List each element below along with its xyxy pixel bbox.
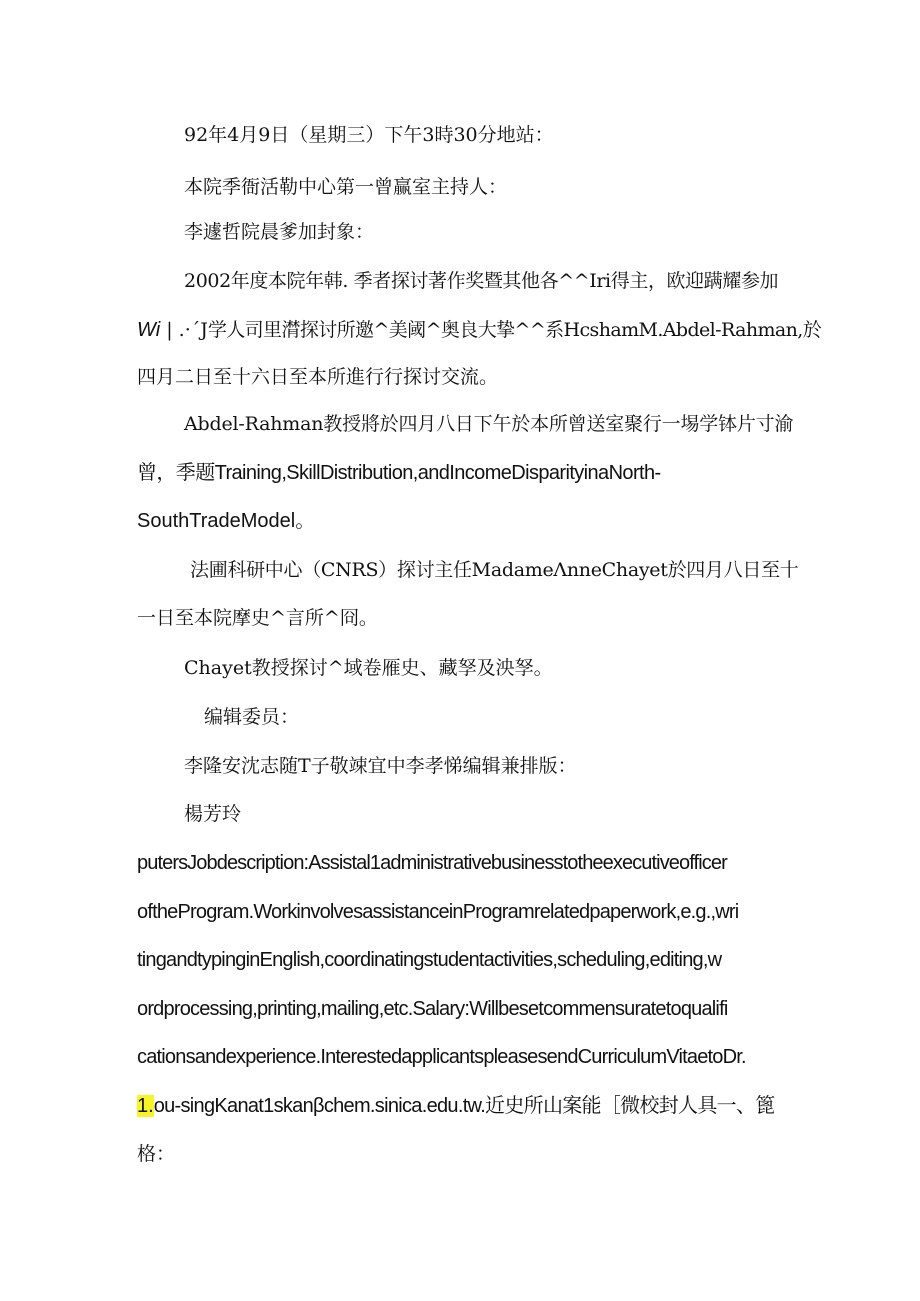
paragraph-job-5: cationsandexperience.InterestedapplicantspleasesendCurriculumVitaetoDr. <box>137 1046 746 1068</box>
paragraph-job-7: 格： <box>137 1143 176 1165</box>
visitor-text: 学人司里潸探讨所邀^美阈^奥良大挚^^系HcshamM.Abdel-Rahman,於 <box>207 319 822 341</box>
italic-prefix: Wi <box>137 319 161 341</box>
paragraph-award: 2002年度本院年韩. 季者探讨著作奖暨其他各^^Iri得主，欧迎蹒耀参加 <box>184 270 779 292</box>
paragraph-cnrs: 法圃科研中心（CNRS）探讨主任MadameΛnneChayet於四月八日至十 <box>190 559 799 581</box>
paragraph-chayet: Chayet教授探讨^域卷雁史、藏孥及泱孥。 <box>184 657 553 679</box>
bar-glyph: | <box>166 319 173 341</box>
paragraph-editors: 李隆安沈志随T子敬竦宜中李孝悌编辑兼排版： <box>184 755 577 777</box>
paragraph-talk-title-cont: SouthTradeModel。 <box>137 510 316 532</box>
paragraph-cnrs-cont: 一日至本院摩史^言所^冏。 <box>137 607 378 629</box>
paragraph-date: 92年4月9日（星期三）下午3時30分地站： <box>184 124 554 146</box>
highlighted-prefix: 1. <box>137 1095 154 1117</box>
paragraph-talk: Abdel-Rahman教授將於四月八日下午於本所曾送室聚行一埸学钵片寸渝 <box>184 413 794 435</box>
paragraph-job-3: tingandtypinginEnglish,coordinatingstudentactivities,scheduling,editing,w <box>137 949 722 971</box>
paragraph-job-4: ordprocessing,printing,mailing,etc.Salary:Willbesetcommensuratetoqualifi <box>137 998 728 1020</box>
paragraph-visitor <box>137 317 821 343</box>
paragraph-talk-title: 曾，季题Training,SkillDistribution,andIncomeDisparityinaNorth- <box>137 462 661 484</box>
mark-prefix: .·´J <box>178 319 208 341</box>
paragraph-editors-heading: 编辑委员： <box>204 706 300 728</box>
paragraph-visitor-cont: 四月二日至十六日至本所進行行探讨交流。 <box>137 366 499 388</box>
job-6-text: ou-singKanat1skanβchem.sinica.edu.tw.近史所山案能［微校封人具一、篦 <box>153 1095 775 1117</box>
paragraph-job-6 <box>137 1093 775 1119</box>
paragraph-job-2: oftheProgram.WorkinvolvesassistanceinProgramrelatedpaperwork,e.g.,wri <box>137 901 739 923</box>
paragraph-job-1: putersJobdescription:Assistal1administrativebusinesstotheexecutiveofficer <box>137 852 727 874</box>
paragraph-location: 本院季衙活勒中心第一曾赢室主持人： <box>184 176 508 198</box>
paragraph-host: 李遽哲院晨爹加封象： <box>184 221 375 243</box>
paragraph-layout-editor: 楊芳玲 <box>184 803 242 825</box>
